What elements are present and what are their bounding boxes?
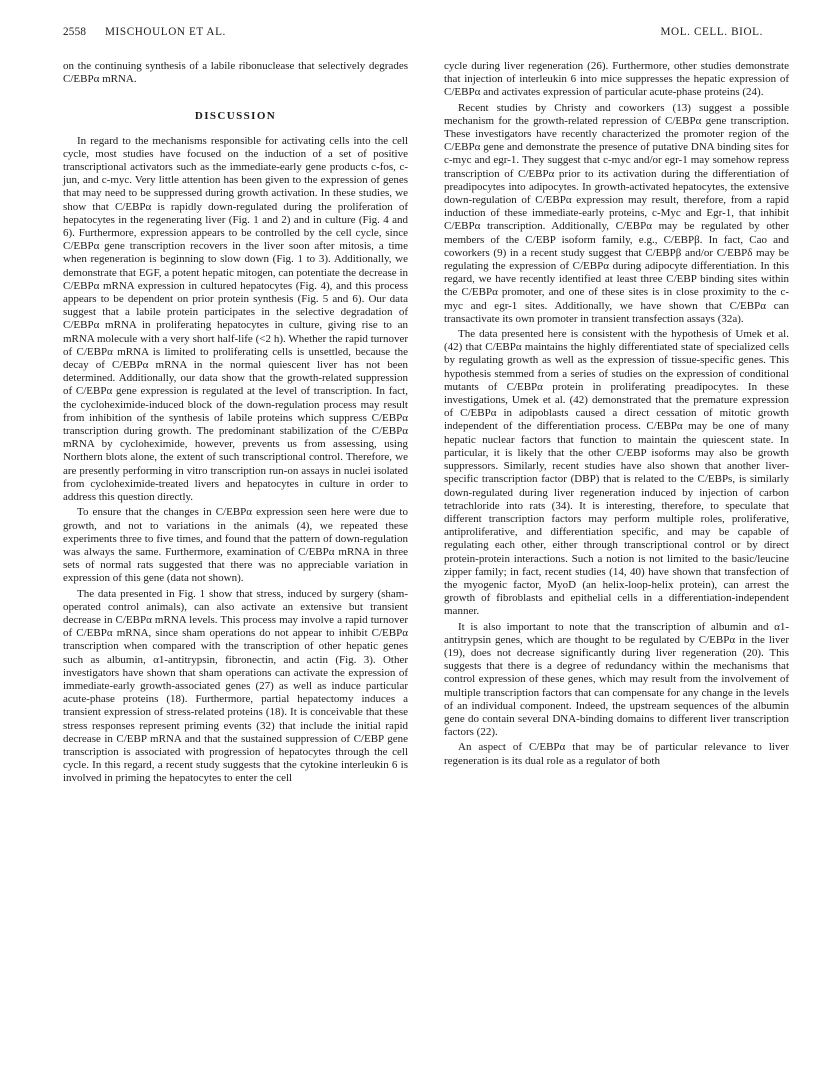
paragraph: Recent studies by Christy and coworkers (13) suggest a possible mechanism for the growth-related repression of C/EBPα gene transcription. These investigators have recently characterized the promoter region of the C/EBPα gene and demonstrate the presence of putative DNA binding sites for c-myc and egr-1. They suggest that c-myc and/or egr-1 may somehow repress transcription of C/EBPα prior to its activation during the differentiation of preadipocytes into adipocytes. In growth-activated hepatocytes, the extensive down-regulation of C/EBPα expression may result, therefore, from a rapid induction of these immediate-early proteins, c-Myc and Egr-1, that inhibit C/EBPα transcription. Additionally, C/EBPα may be regulated by other members of the C/EBP isoform family, e.g., C/EBPβ. In fact, Cao and coworkers (9) in a recent study suggest that C/EBPβ and/or C/EBPδ may be regulating the expression of C/EBPα during adipocyte differentiation. In this regard, we have recently identified at least three C/EBP binding sites within the C/EBPα promoter, and one of these sites is in close proximity to the c-myc and egr-1 sites. Additionally, we have shown that C/EBPα can transactivate its own promoter in transient transfection assays (32a). [444, 101, 789, 325]
page-number: 2558 [63, 26, 87, 38]
paragraph: It is also important to note that the transcription of albumin and α1-antitrypsin genes, which are thought to be regulated by C/EBPα in the liver (19), does not decrease significantly during liver regeneration (20). This suggests that there is a degree of redundancy within the mechanisms that control expression of these genes, which may result from the involvement of multiple transcription factors that can compensate for any change in the levels of an individual component. Indeed, the upstream sequences of the albumin gene do contain several DNA-binding domains to different liver transcription factors (22). [444, 620, 789, 739]
continuation-paragraph: cycle during liver regeneration (26). Furthermore, other studies demonstrate that injection of interleukin 6 into mice suppresses the hepatic expression of C/EBPα and activates expression of particular acute-phase proteins (24). [444, 60, 789, 99]
right-column [444, 60, 789, 768]
continuation-paragraph: on the continuing synthesis of a labile ribonuclease that selectively degrades C/EBPα mRNA. [63, 60, 408, 86]
paragraph: The data presented in Fig. 1 show that stress, induced by surgery (sham-operated control animals), can also activate an extensive but transient decrease in C/EBPα mRNA levels. This process may involve a rapid turnover of C/EBPα mRNA, since sham operations do not appear to inhibit C/EBPα transcription when compared with the transcription of other hepatic genes such as albumin, α1-antitrypsin, fibronectin, and actin (Fig. 3). Other investigators have shown that sham operations can activate the expression of immediate-early growth-associated genes (27) as well as induce particular acute-phase proteins (18). Furthermore, partial hepatectomy induces a transient expression of stress-related proteins (18). It is conceivable that these stress responses represent priming events (32) that include the initial rapid decrease in C/EBP mRNA and that the sustained suppression of C/EBP gene transcription is associated with progression of hepatocytes through the cell cycle. In this regard, a recent study suggests that the cytokine interleukin 6 is involved in priming the hepatocytes to enter the cell [63, 587, 408, 785]
journal-name: MOL. CELL. BIOL. [660, 26, 763, 38]
paragraph: In regard to the mechanisms responsible for activating cells into the cell cycle, most studies have focused on the induction of a set of positive transcriptional activators such as the immediate-early gene products c-fos, c-jun, and c-myc. Very little attention has been given to the expression of genes that may need to be suppressed during growth activation. In these studies, we show that C/EBPα is rapidly down-regulated during the proliferation of hepatocytes in the regenerating liver (Fig. 1 and 2) and in culture (Fig. 4 and 6). Furthermore, expression appears to be controlled by the cell cycle, since C/EBPα gene transcription recovers in the liver soon after mitosis, a time when regeneration is beginning to slow down (Fig. 1 to 3). Additionally, we demonstrate that EGF, a potent hepatic mitogen, can potentiate the decrease in C/EBPα mRNA expression in cultured hepatocytes (Fig. 4), and this process appears to be dependent on prior protein synthesis (Fig. 5 and 6). Our data suggest that a labile protein participates in the selective degradation of C/EBPα mRNA in proliferating hepatocytes in culture, giving rise to an mRNA molecule with a very short half-life (<2 h). Whether the rapid turnover of C/EBPα mRNA is limited to proliferating cells is unsettled, because the decay of C/EBPα mRNA in the normal quiescent liver has not been determined. Additionally, our data show that the growth-related suppression of C/EBPα gene expression is regulated at the level of transcription. In fact, the cycloheximide-induced block of the down-regulation process may result from inhibition of the synthesis of labile proteins which suppress C/EBPα transcription during growth. The predominant stabilization of the C/EBPα mRNA by cycloheximide, however, prevents us from assessing, using Northern blots alone, the extent of such transcriptional control. Therefore, we are presently performing in vitro transcription run-on assays in nuclei isolated from cycloheximide-treated livers and hepatocytes in culture in order to address this question directly. [63, 134, 408, 504]
running-header [63, 26, 763, 42]
left-column [63, 60, 408, 786]
running-authors: MISCHOULON ET AL. [105, 26, 226, 38]
paragraph: An aspect of C/EBPα that may be of particular relevance to liver regeneration is its dual role as a regulator of both [444, 741, 789, 767]
paragraph: To ensure that the changes in C/EBPα expression seen here were due to growth, and not to variations in the animals (4), we repeated these experiments three to five times, and found that the pattern of down-regulation was always the same. Furthermore, examination of C/EBPα mRNA in three sets of normal rats suggested that there was no appreciable variation in expression of this gene (data not shown). [63, 506, 408, 585]
section-heading: DISCUSSION [194, 110, 277, 123]
paragraph: The data presented here is consistent with the hypothesis of Umek et al. (42) that C/EBPα maintains the highly differentiated state of specialized cells by regulating growth as well as the expression of tissue-specific genes. This hypothesis stemmed from a series of studies on the expression of conditional mutants of C/EBPα protein in proliferating preadipocytes. In these investigations, Umek et al. (42) demonstrated that the premature expression of C/EBPα in adipoblasts caused a direct cessation of mitotic growth independent of the differentiation process. C/EBPα may be one of many hepatic nuclear factors that function to maintain the quiescent state. In particular, it is likely that the other C/EBP isoforms may also be growth suppressors. Similarly, recent studies have also shown that another liver-specific transcription factor (DBP) that is related to the C/EBPs, is similarly down-regulated during liver regeneration induced by injection of carbon tetrachloride into rats (34). It is interesting, therefore, to speculate that different transcription factors may perform multiple roles, proliferative, antiproliferative, and differentiation specific, and may be capable of regulating each other, either through transcriptional control or by direct protein-protein interactions. Such a notion is not limited to the basic/leucine zipper family; in fact, recent studies (14, 40) have shown that transfection of the myogenic factor, MyoD (an helix-loop-helix protein), can arrest the growth of fibroblasts and epithelial cells in a differentiation-independent manner. [444, 328, 789, 618]
